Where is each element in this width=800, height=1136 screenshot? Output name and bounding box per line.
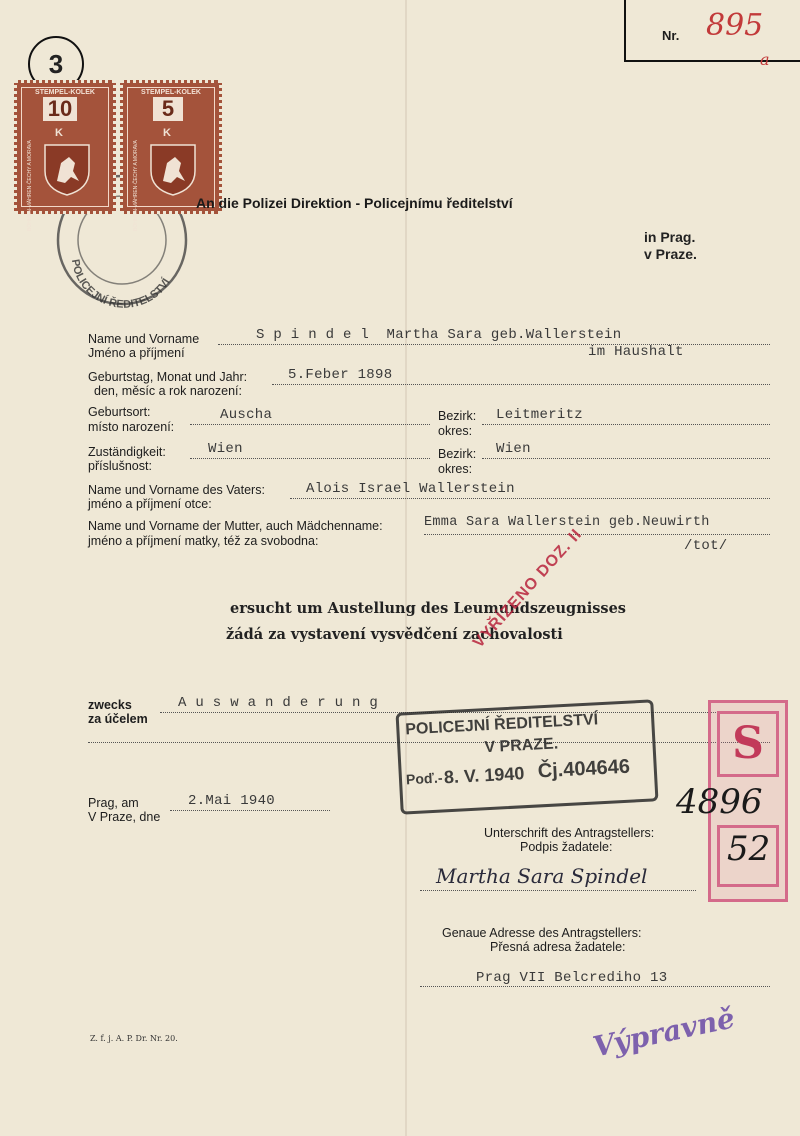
round-seal-text: POLICEJNÍ ŘEDITELSTVÍ bbox=[68, 258, 173, 310]
signature-value: Martha Sara Spindel bbox=[436, 864, 648, 888]
s-box-letter: S bbox=[732, 718, 764, 769]
birthplace-label-de: Geburtsort: bbox=[88, 405, 151, 419]
stamp-top-text: STEMPEL-KOLEK bbox=[141, 89, 201, 96]
domicile-line bbox=[190, 458, 430, 459]
fold-line bbox=[405, 0, 407, 1136]
s-box-inner bbox=[717, 711, 779, 777]
purpose-label-de: zwecks bbox=[88, 698, 132, 712]
mother-value: Emma Sara Wallerstein geb.Neuwirth bbox=[424, 515, 710, 530]
number-label: Nr. bbox=[662, 28, 680, 43]
address-line bbox=[420, 986, 770, 987]
domicile-district-value: Wien bbox=[496, 441, 531, 457]
police-stamp-line3-prefix: Poď.- bbox=[405, 769, 443, 788]
name-value: S p i n d e l Martha Sara geb.Wallerstein bbox=[256, 327, 622, 343]
signature-label-de: Unterschrift des Antragstellers: bbox=[484, 826, 655, 840]
stamp-unit: K bbox=[163, 127, 171, 139]
mother-note: /tot/ bbox=[684, 538, 728, 554]
father-label-cs: jméno a příjmení otce: bbox=[88, 497, 212, 511]
addressee-line: An die Polizei Direktion - Policejnímu ředitelství bbox=[196, 195, 513, 211]
footer-code: Z. f. j. A. P. Dr. Nr. 20. bbox=[90, 1034, 178, 1043]
addressee-city-de: in Prag. bbox=[644, 229, 696, 245]
number-suffix: a bbox=[760, 50, 770, 69]
birth-label-de: Geburtstag, Monat und Jahr: bbox=[88, 370, 248, 384]
police-stamp-line2: V PRAZE. bbox=[484, 735, 559, 757]
police-stamp-line1: POLICEJNÍ ŘEDITELSTVÍ bbox=[404, 711, 599, 739]
date-label-de: Prag, am bbox=[88, 796, 139, 810]
name-label-cs: Jméno a příjmení bbox=[88, 346, 185, 360]
corner-number: 3 bbox=[48, 49, 64, 79]
lion-emblem-icon bbox=[39, 141, 95, 197]
revenue-stamp-5 bbox=[120, 80, 222, 231]
stamp-value: 5 bbox=[153, 97, 183, 121]
father-line bbox=[290, 498, 770, 499]
number-box bbox=[624, 0, 800, 69]
address-label-de: Genaue Adresse des Antragstellers: bbox=[442, 926, 642, 940]
domicile-district-label-cs: okres: bbox=[438, 462, 473, 476]
stamp-value: 10 bbox=[43, 97, 77, 121]
birthplace-line bbox=[190, 424, 430, 425]
stamp-top-text: STEMPEL-KOLEK bbox=[35, 89, 95, 96]
address-value: Prag VII Belcrediho 13 bbox=[476, 970, 668, 986]
police-stamp-line3-ref: Čj.404646 bbox=[537, 755, 631, 783]
birthplace-district-line bbox=[482, 424, 770, 425]
father-label-de: Name und Vorname des Vaters: bbox=[88, 483, 265, 497]
date-label-cs: V Praze, dne bbox=[88, 810, 161, 824]
birthplace-label-cs: místo narození: bbox=[88, 420, 175, 434]
name-line bbox=[218, 344, 770, 345]
address-label-cs: Přesná adresa žadatele: bbox=[490, 940, 626, 954]
signature-label-cs: Podpis žadatele: bbox=[520, 840, 613, 854]
birth-value: 5.Feber 1898 bbox=[288, 367, 393, 383]
stamp-side-text: BÖHMEN-MÄHREN·ČECHY A MORAVA bbox=[27, 140, 33, 231]
purpose-value: A u s w a n d e r u n g bbox=[178, 695, 379, 711]
stamp-side-text: BÖHMEN-MÄHREN·ČECHY A MORAVA bbox=[133, 140, 139, 231]
father-value: Alois Israel Wallerstein bbox=[306, 481, 515, 497]
purpose-label-cs: za účelem bbox=[88, 712, 148, 726]
vypravne-stamp: Výpravně bbox=[590, 1001, 738, 1064]
birthplace-district-label-de: Bezirk: bbox=[438, 409, 477, 423]
name-label-de: Name und Vorname bbox=[88, 332, 200, 346]
revenue-stamp-10 bbox=[14, 80, 116, 231]
birth-line bbox=[272, 384, 770, 385]
domicile-label-cs: příslušnost: bbox=[88, 459, 152, 473]
birthplace-district-label-cs: okres: bbox=[438, 424, 473, 438]
lion-emblem-icon bbox=[145, 141, 201, 197]
diagonal-stamp: VYŘÍZENO DOZ. II bbox=[470, 525, 586, 652]
domicile-district-label-de: Bezirk: bbox=[438, 447, 477, 461]
domicile-label-de: Zuständigkeit: bbox=[88, 445, 166, 459]
birth-label-cs: den, měsíc a rok narození: bbox=[94, 384, 242, 398]
birthplace-district-value: Leitmeritz bbox=[496, 407, 584, 423]
signature-line bbox=[420, 890, 696, 891]
s-box-number: 52 bbox=[727, 829, 771, 869]
police-stamp bbox=[396, 699, 659, 814]
date-line bbox=[170, 810, 330, 811]
birthplace-value: Auscha bbox=[220, 407, 273, 423]
date-value: 2.Mai 1940 bbox=[188, 793, 276, 809]
request-line-de: ersucht um Austellung des Leumundszeugnisses bbox=[230, 600, 626, 617]
mother-line bbox=[424, 534, 770, 535]
domicile-district-line bbox=[482, 458, 770, 459]
stamp-unit: K bbox=[55, 127, 63, 139]
mother-label-cs: jméno a příjmení matky, též za svobodna: bbox=[88, 534, 319, 548]
request-line-cs: žádá za vystavení vysvědčení zachovalosti bbox=[226, 626, 563, 643]
mother-label-de: Name und Vorname der Mutter, auch Mädchenname: bbox=[88, 519, 383, 533]
domicile-value: Wien bbox=[208, 441, 243, 457]
police-stamp-line3-date: 8. V. 1940 bbox=[443, 763, 525, 788]
name-extra: im Haushalt bbox=[588, 344, 684, 360]
number-value: 895 bbox=[706, 8, 764, 43]
addressee-city-cs: v Praze. bbox=[644, 246, 697, 262]
handwritten-ref: 4896 bbox=[676, 782, 763, 822]
